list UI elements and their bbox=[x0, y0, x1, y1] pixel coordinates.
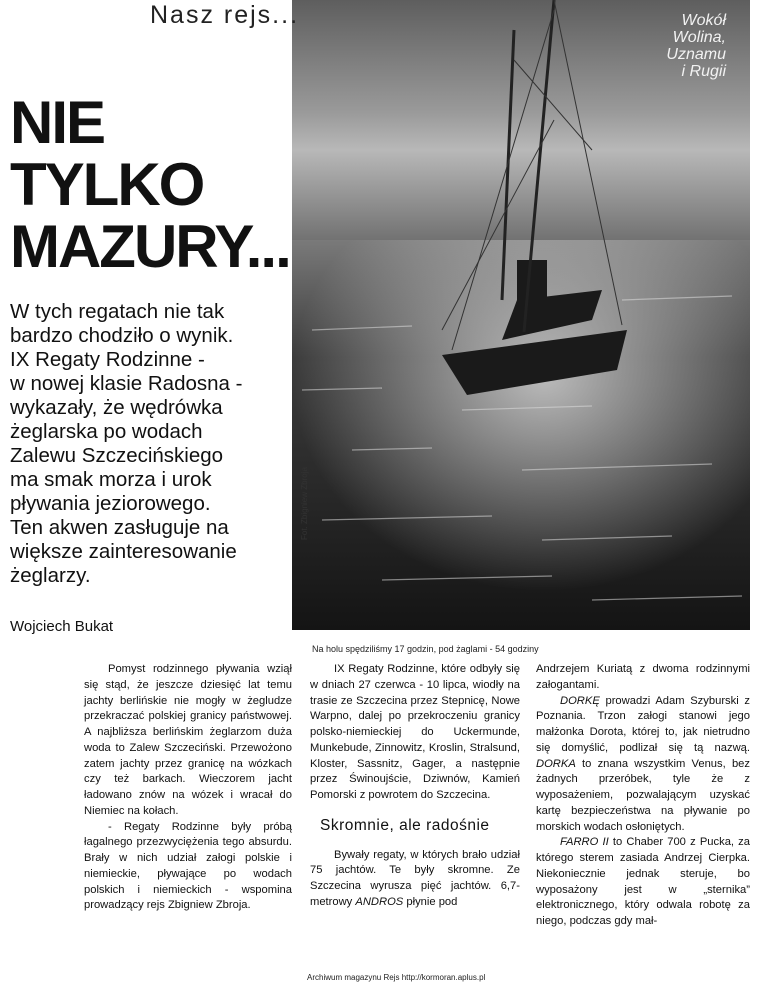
body-paragraph: Andrzejem Kuriatą z dwoma rodzinnymi załogantami. bbox=[536, 663, 750, 691]
body-text: płynie pod bbox=[403, 895, 458, 908]
body-text: prowadzi Adam Szyburski z Poznania. Trzon załogi stanowi jego małżonka Dorota, której to, jak nietrudno się domyślić, podlizał się tą nazwą. bbox=[536, 694, 750, 754]
boat-name: DORKA bbox=[536, 757, 576, 770]
boat-name: ANDROS bbox=[355, 895, 404, 908]
lead-line: IX Regaty Rodzinne - bbox=[10, 348, 205, 371]
yacht-photo-image bbox=[292, 0, 750, 630]
subheading: Skromnie, ale radośnie bbox=[320, 816, 490, 834]
route-line: Wokół bbox=[681, 12, 726, 29]
body-paragraph bbox=[310, 848, 520, 911]
lead-line: wykazały, że wędrówka bbox=[10, 396, 223, 419]
body-paragraph bbox=[536, 694, 750, 836]
lead-line: Zalewu Szczecińskiego bbox=[10, 444, 224, 467]
boat-name: FARRO II bbox=[560, 836, 609, 849]
lead-line: W tych regatach nie tak bbox=[10, 300, 225, 323]
author-byline: Wojciech Bukat bbox=[10, 618, 114, 635]
boat-name: DORKĘ bbox=[560, 694, 600, 707]
lead-line: żeglarzy. bbox=[10, 564, 91, 587]
photo-caption: Na holu spędziliśmy 17 godzin, pod żaglami - 54 godziny bbox=[312, 644, 539, 654]
headline-line: MAZURY... bbox=[10, 213, 290, 280]
body-paragraph: IX Regaty Rodzinne, które odbyły się w dniach 27 czerwca - 10 lipca, wiodły na trasie ze Szczecina przez Stepnicę, Nowe Warpno, dalej po przekroczeniu granicy polsko-niemieckiej do Uckermunde, Munkebude, Zinnowitz, Kroslin, Stralsund, Kloster, Sassnitz, Gager, a następnie przez Świnoujście, Dziwnów, Kamień Pomorski z powrotem do Szczecina. bbox=[310, 663, 520, 801]
lead-line: Ten akwen zasługuje na bbox=[10, 516, 229, 539]
body-paragraph: - Regaty Rodzinne były próbą łagalnego przezwyciężenia tego absurdu. Brały w nich udział załogi polskie i niemieckie, pływające po wodach polskich i niemieckich - wspomina prowadzący rejs Zbigniew Zbroja. bbox=[84, 820, 292, 912]
article-column-3 bbox=[536, 662, 750, 930]
body-paragraph: Pomyst rodzinnego pływania wziął się stąd, że jeszcze dziesięć lat temu jachty berlińskie nie mogły w żegludze przekraczać polskiej granicy państwowej. A najbliższa berlińskim żeglarzom duża woda to Zalew Szczeciński. Przewożono zatem jachty przez granicę na wózkach czy też barkach. Wieczorem jacht ładowano znów na wózek i wracał do Niemiec na kołach. bbox=[84, 663, 292, 817]
photo-credit: Fot. Zbigniew Zbroja bbox=[300, 467, 309, 540]
lead-line: w nowej klasie Radosna - bbox=[10, 372, 243, 395]
section-kicker: Nasz rejs... bbox=[150, 1, 300, 29]
route-line: i Rugii bbox=[681, 63, 726, 80]
lead-line: pływania jeziorowego. bbox=[10, 492, 211, 515]
body-text: Bywały regaty, w których brało udział 75 jachtów. Te były skromne. Ze Szczecina wyrusza pięć jachtów. 6,7-metrowy bbox=[310, 848, 520, 908]
lead-line: żeglarska po wodach bbox=[10, 420, 203, 443]
lead-line: bardzo chodziło o wynik. bbox=[10, 324, 234, 347]
body-text: to Chaber 700 z Pucka, za którego sterem zasiada Andrzej Cierpka. Niekoniecznie jednak steruje, bo wyposażony jest w „sternika” elektronicznego, który odwala robotę za niego, podczas gdy mał- bbox=[536, 836, 751, 927]
headline-line: TYLKO bbox=[10, 151, 204, 218]
yacht-photo bbox=[292, 0, 750, 630]
article-column-2 bbox=[310, 662, 520, 911]
route-line: Wolina, bbox=[672, 29, 726, 46]
archive-footer: Archiwum magazynu Rejs http://kormoran.aplus.pl bbox=[307, 973, 486, 982]
body-text: to znana wszystkim Venus, bez żadnych przeróbek, tyle że z wyposażeniem, pozwalającym uzyskać kartę bezpieczeństwa na pływanie po morskich wodach osłoniętych. bbox=[536, 757, 750, 833]
lead-line: ma smak morza i urok bbox=[10, 468, 212, 491]
lead-line: większe zainteresowanie bbox=[10, 540, 237, 563]
article-column-1 bbox=[84, 662, 292, 914]
route-label bbox=[666, 12, 726, 80]
headline-line: NIE bbox=[10, 89, 105, 156]
body-paragraph bbox=[536, 835, 750, 930]
lead-paragraph bbox=[10, 300, 295, 588]
route-line: Uznamu bbox=[666, 46, 726, 63]
headline bbox=[10, 89, 290, 280]
